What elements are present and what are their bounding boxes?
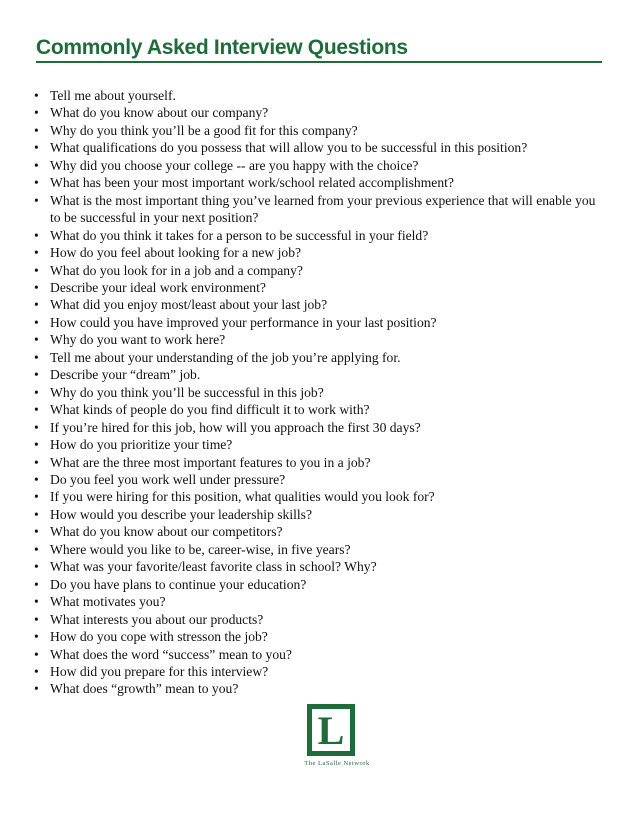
question-item [32,611,602,628]
bullet-icon: • [34,471,39,487]
question-text: What does the word “success” mean to you? [50,646,292,662]
question-item [32,244,602,261]
question-text: Describe your ideal work environment? [50,279,266,295]
question-item [32,436,602,453]
question-item [32,139,602,156]
bullet-icon: • [34,314,39,330]
logo-letter: L [317,708,345,753]
question-item [32,680,602,697]
bullet-icon: • [34,629,39,645]
question-text: How could you have improved your performance in your last position? [50,314,437,330]
bullet-icon: • [34,88,39,103]
page-title: Commonly Asked Interview Questions [36,36,408,59]
question-item [32,454,602,471]
question-item [32,227,602,244]
question-item [32,174,602,191]
question-text: What interests you about our products? [50,611,264,627]
bullet-icon: • [34,611,39,627]
bullet-icon: • [34,279,39,295]
question-text: What do you think it takes for a person to be successful in your field? [50,227,429,243]
question-text: What are the three most important features to you in a job? [50,454,371,470]
question-text: What do you look for in a job and a company? [50,262,303,278]
question-text: How do you cope with stresson the job? [50,629,268,645]
bullet-icon: • [34,297,39,313]
bullet-icon: • [34,349,39,365]
bullet-icon: • [34,227,39,243]
question-text: What kinds of people do you find difficult it to work with? [50,402,370,418]
question-item [32,488,602,505]
bullet-icon: • [34,559,39,575]
bullet-icon: • [34,122,39,138]
question-text: How did you prepare for this interview? [50,663,269,679]
question-item [32,262,602,279]
question-text: Do you have plans to continue your education? [50,576,307,592]
questions-list [32,87,602,698]
bullet-icon: • [34,367,39,383]
question-text: Where would you like to be, career-wise, in five years? [50,541,351,557]
question-item [32,471,602,488]
question-item [32,87,602,104]
bullet-icon: • [34,454,39,470]
bullet-icon: • [34,192,39,208]
question-item [32,576,602,593]
question-item [32,366,602,383]
question-item [32,157,602,174]
question-item [32,593,602,610]
question-item [32,384,602,401]
question-text: How do you feel about looking for a new job? [50,245,302,261]
question-item [32,523,602,540]
question-text: What was your favorite/least favorite class in school? Why? [50,559,377,575]
question-item [32,646,602,663]
lasalle-logo [282,704,392,772]
question-item [32,314,602,331]
question-item [32,541,602,558]
bullet-icon: • [34,175,39,191]
question-text: If you were hiring for this position, what qualities would you look for? [50,489,435,505]
question-text: If you’re hired for this job, how will you approach the first 30 days? [50,419,421,435]
question-item [32,104,602,121]
title-rule [36,35,602,63]
bullet-icon: • [34,437,39,453]
question-text: What motivates you? [50,594,166,610]
question-text: What qualifications do you possess that will allow you to be successful in this position? [50,140,528,156]
question-text: What did you enjoy most/least about your last job? [50,297,328,313]
bullet-icon: • [34,140,39,156]
question-text: Why do you want to work here? [50,332,226,348]
question-item [32,296,602,313]
question-item [32,279,602,296]
bullet-icon: • [34,402,39,418]
bullet-icon: • [34,681,39,697]
question-text: What do you know about our competitors? [50,524,283,540]
bullet-icon: • [34,489,39,505]
bullet-icon: • [34,663,39,679]
question-item [32,401,602,418]
logo-frame [307,704,355,756]
question-text: Describe your “dream” job. [50,367,201,383]
question-text: How would you describe your leadership skills? [50,506,313,522]
question-item [32,419,602,436]
question-text: Do you feel you work well under pressure? [50,471,286,487]
question-text: What has been your most important work/school related accomplishment? [50,175,454,191]
question-text: What do you know about our company? [50,105,269,121]
bullet-icon: • [34,157,39,173]
question-item [32,122,602,139]
bullet-icon: • [34,541,39,557]
question-text: Tell me about yourself. [50,88,176,103]
question-text: Why did you choose your college -- are you happy with the choice? [50,157,419,173]
logo-inner [312,709,350,751]
bullet-icon: • [34,262,39,278]
bullet-icon: • [34,332,39,348]
question-item [32,506,602,523]
bullet-icon: • [34,384,39,400]
question-text: Why do you think you’ll be a good fit for this company? [50,122,358,138]
logo-caption: The LaSalle Network [304,760,370,767]
bullet-icon: • [34,524,39,540]
bullet-icon: • [34,245,39,261]
bullet-icon: • [34,594,39,610]
question-item [32,349,602,366]
question-item [32,663,602,680]
bullet-icon: • [34,419,39,435]
question-text: What does “growth” mean to you? [50,681,239,697]
bullet-icon: • [34,646,39,662]
question-text: What is the most important thing you’ve learned from your previous experience that will enable you to be successful in your next position? [50,192,596,226]
question-item [32,331,602,348]
question-item [32,628,602,645]
question-item [32,192,602,227]
question-item [32,558,602,575]
question-text: Tell me about your understanding of the job you’re applying for. [50,349,401,365]
bullet-icon: • [34,576,39,592]
question-text: How do you prioritize your time? [50,437,233,453]
bullet-icon: • [34,105,39,121]
bullet-icon: • [34,506,39,522]
question-text: Why do you think you’ll be successful in this job? [50,384,324,400]
